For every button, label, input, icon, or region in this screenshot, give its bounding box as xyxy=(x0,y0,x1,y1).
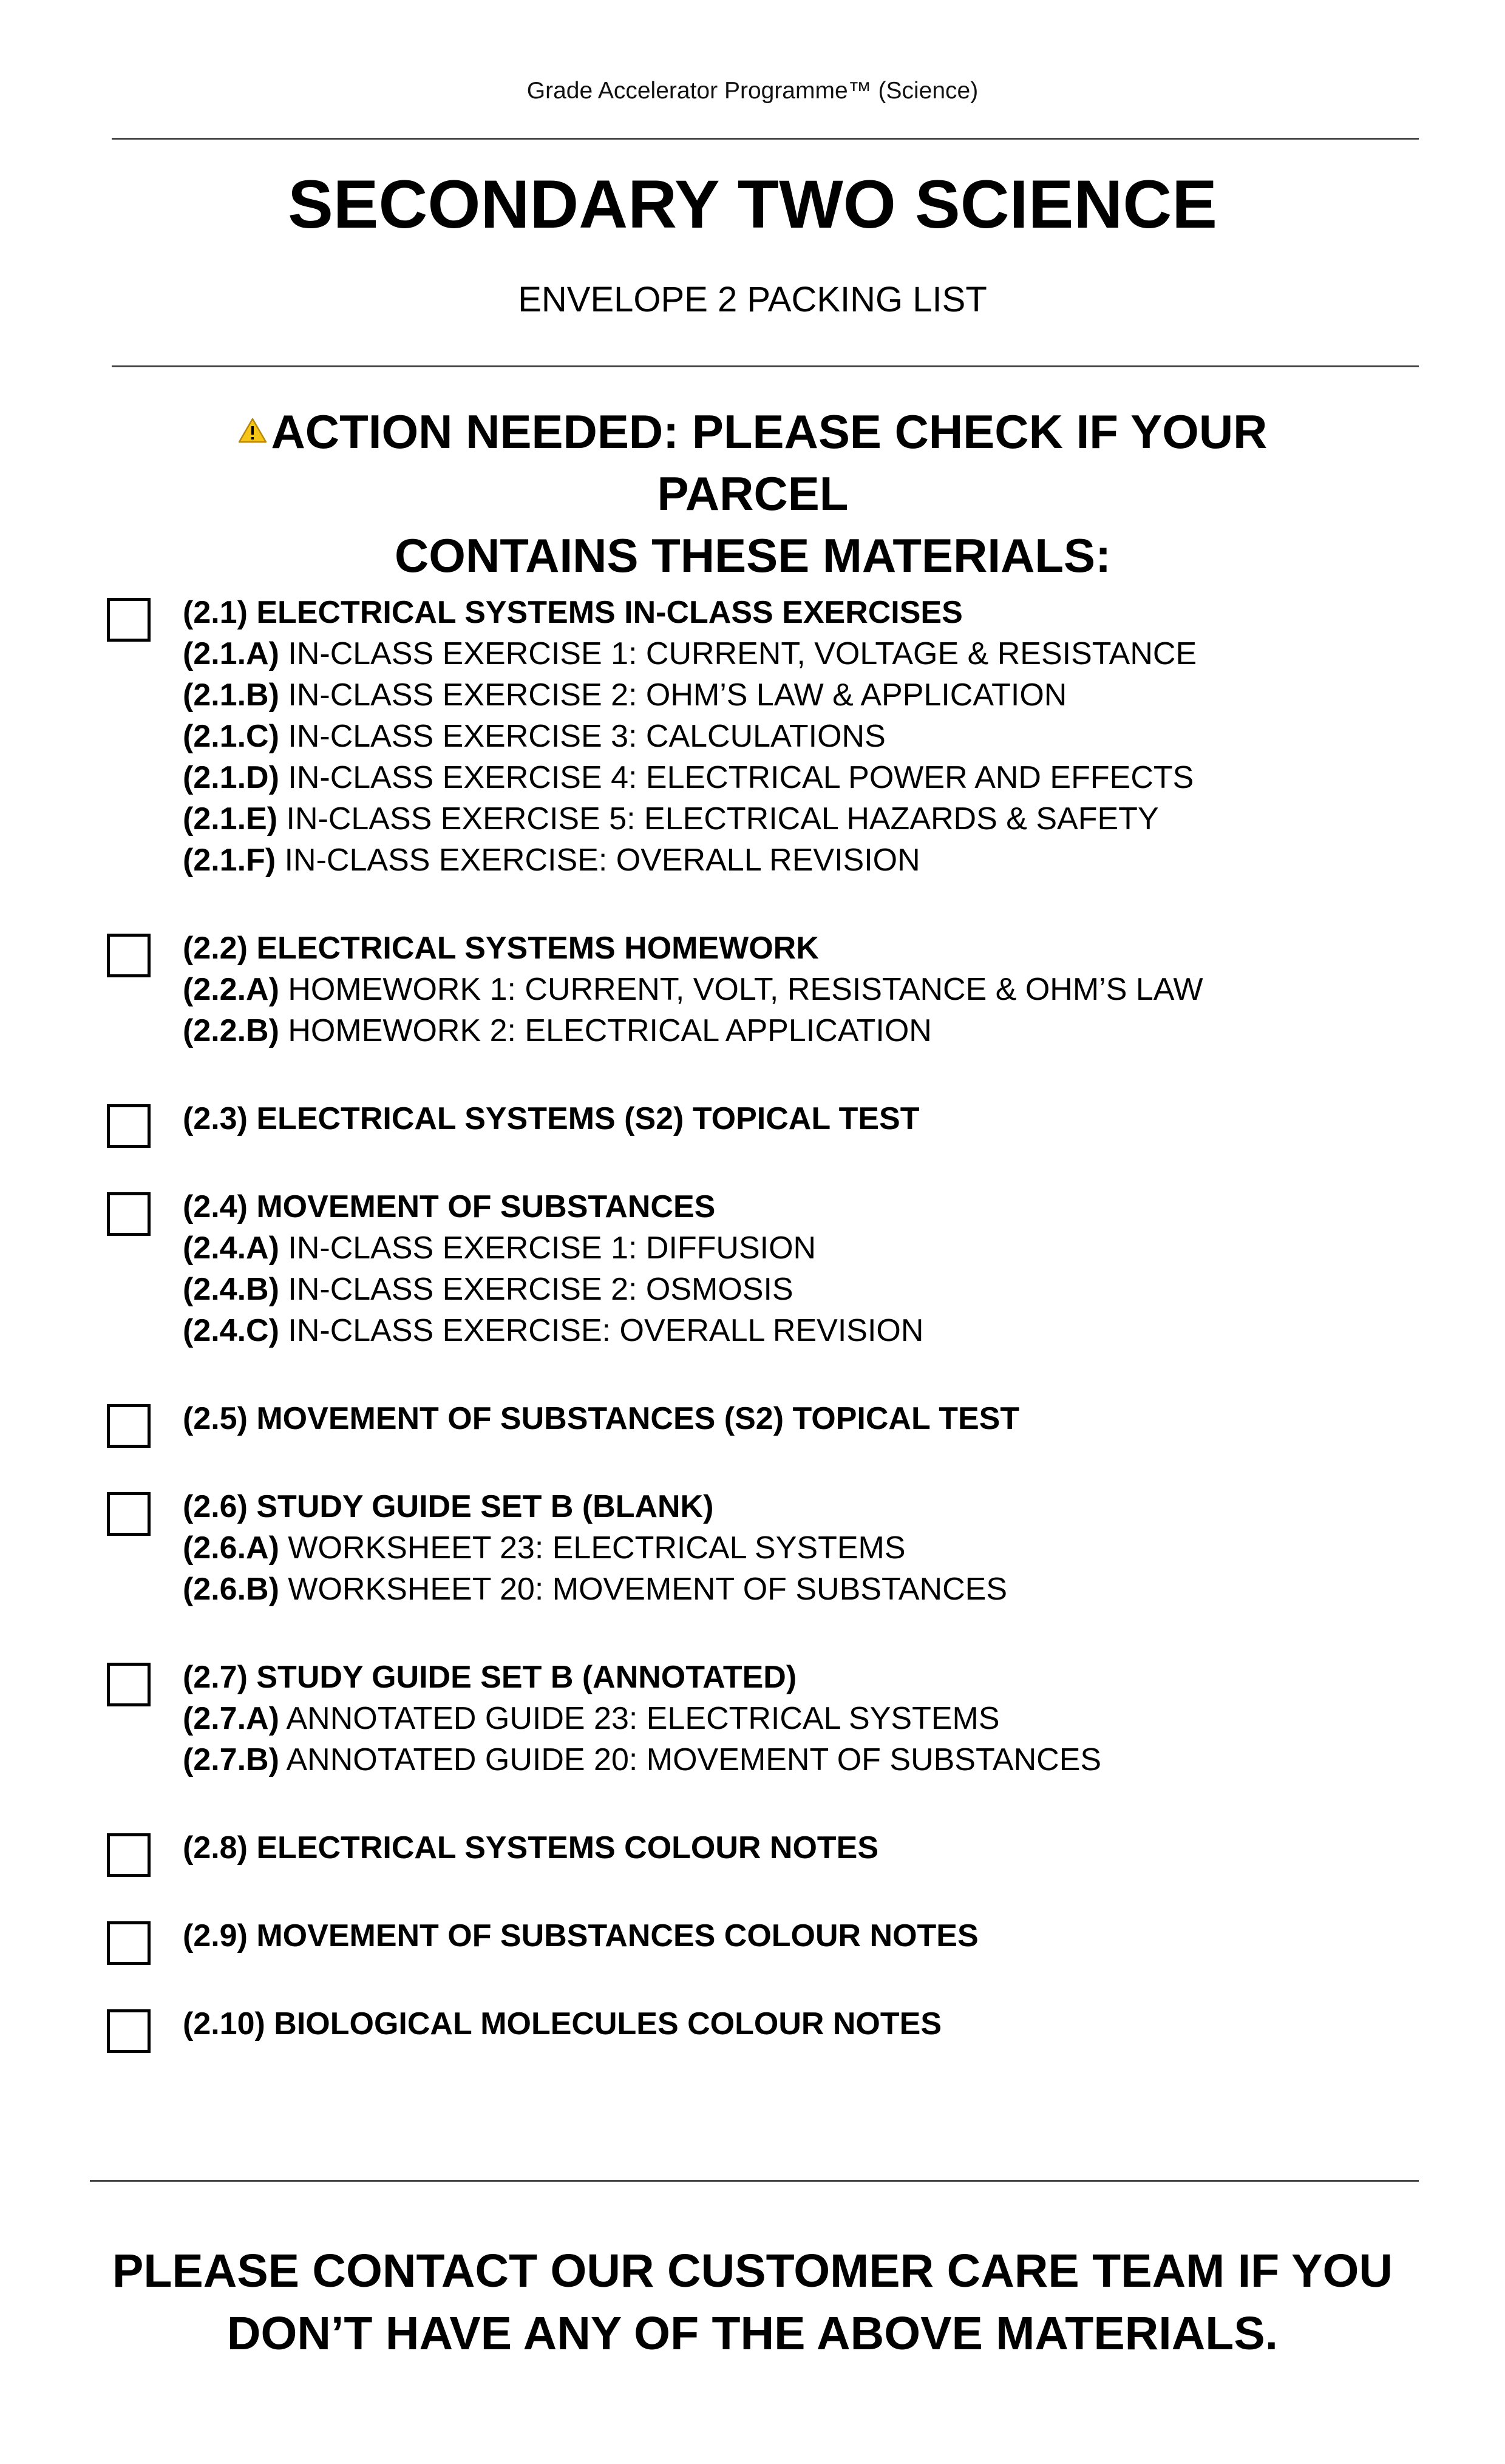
sub-item-code: (2.1.B) xyxy=(183,677,279,713)
sub-item-text: IN-CLASS EXERCISE 2: OSMOSIS xyxy=(288,1272,793,1307)
action-notice xyxy=(146,401,1360,586)
checkbox[interactable] xyxy=(107,598,151,642)
checklist-group xyxy=(107,1486,1442,1610)
sub-item-text: ANNOTATED GUIDE 20: MOVEMENT OF SUBSTANCES xyxy=(286,1742,1102,1777)
sub-item-code: (2.4.C) xyxy=(183,1313,279,1348)
sub-item xyxy=(183,1010,1442,1051)
checkbox[interactable] xyxy=(107,1404,151,1448)
sub-item-code: (2.4.B) xyxy=(183,1272,279,1307)
group-title: (2.1) ELECTRICAL SYSTEMS IN-CLASS EXERCISES xyxy=(183,595,963,630)
checklist-group xyxy=(107,1915,1442,1957)
checklist-group xyxy=(107,592,1442,881)
sub-item-code: (2.1.C) xyxy=(183,719,279,754)
checkbox[interactable] xyxy=(107,1104,151,1148)
group-title: (2.2) ELECTRICAL SYSTEMS HOMEWORK xyxy=(183,931,819,966)
checklist-group xyxy=(107,1398,1442,1439)
group-title: (2.8) ELECTRICAL SYSTEMS COLOUR NOTES xyxy=(183,1830,879,1865)
checklist-group xyxy=(107,928,1442,1051)
action-line-2: CONTAINS THESE MATERIALS: xyxy=(394,529,1112,582)
sub-item xyxy=(183,798,1442,840)
sub-item-code: (2.6.B) xyxy=(183,1572,279,1607)
sub-item-code: (2.1.E) xyxy=(183,801,278,837)
action-line-1 xyxy=(146,401,1360,524)
sub-item-text: HOMEWORK 1: CURRENT, VOLT, RESISTANCE & OHM’S LAW xyxy=(288,972,1203,1007)
sub-item-code: (2.4.A) xyxy=(183,1230,279,1266)
action-line-1-text: ACTION NEEDED: PLEASE CHECK IF YOUR PARCEL xyxy=(271,405,1268,520)
sub-item xyxy=(183,840,1442,881)
sub-item xyxy=(183,1569,1442,1610)
sub-item-text: IN-CLASS EXERCISE 4: ELECTRICAL POWER AND EFFECTS xyxy=(288,760,1194,795)
sub-item-text: IN-CLASS EXERCISE 5: ELECTRICAL HAZARDS & SAFETY xyxy=(286,801,1159,837)
group-title: (2.7) STUDY GUIDE SET B (ANNOTATED) xyxy=(183,1660,797,1695)
checkbox[interactable] xyxy=(107,1663,151,1706)
sub-item-text: IN-CLASS EXERCISE: OVERALL REVISION xyxy=(288,1313,924,1348)
group-title: (2.9) MOVEMENT OF SUBSTANCES COLOUR NOTES xyxy=(183,1918,979,1953)
sub-item xyxy=(183,1527,1442,1569)
checklist-group xyxy=(107,1098,1442,1139)
sub-item xyxy=(183,633,1442,674)
page-subtitle: ENVELOPE 2 PACKING LIST xyxy=(518,280,987,319)
checkbox[interactable] xyxy=(107,1833,151,1877)
footer-line-2: DON’T HAVE ANY OF THE ABOVE MATERIALS. xyxy=(226,2307,1279,2360)
header-divider xyxy=(112,365,1419,367)
sub-item xyxy=(183,757,1442,798)
sub-item-text: IN-CLASS EXERCISE 3: CALCULATIONS xyxy=(288,719,886,754)
footer-notice xyxy=(0,2240,1505,2365)
checklist-group xyxy=(107,2003,1442,2045)
sub-item-text: HOMEWORK 2: ELECTRICAL APPLICATION xyxy=(288,1013,932,1048)
sub-item-code: (2.7.A) xyxy=(183,1701,279,1736)
sub-item xyxy=(183,1310,1442,1351)
sub-item-text: IN-CLASS EXERCISE 2: OHM’S LAW & APPLICATION xyxy=(288,677,1067,713)
checklist-group xyxy=(107,1657,1442,1780)
sub-item-code: (2.7.B) xyxy=(183,1742,279,1777)
sub-item-code: (2.2.B) xyxy=(183,1013,279,1048)
sub-item-code: (2.6.A) xyxy=(183,1530,279,1566)
checklist-group xyxy=(107,1186,1442,1351)
group-title: (2.4) MOVEMENT OF SUBSTANCES xyxy=(183,1189,716,1224)
group-title: (2.6) STUDY GUIDE SET B (BLANK) xyxy=(183,1489,714,1524)
sub-item xyxy=(183,716,1442,757)
checklist-group xyxy=(107,1827,1442,1868)
sub-item-code: (2.1.F) xyxy=(183,843,276,878)
footer-divider xyxy=(90,2180,1419,2182)
sub-item-text: IN-CLASS EXERCISE 1: CURRENT, VOLTAGE & RESISTANCE xyxy=(288,636,1197,671)
checkbox[interactable] xyxy=(107,934,151,977)
top-divider xyxy=(112,138,1419,140)
sub-item xyxy=(183,1698,1442,1739)
sub-item xyxy=(183,674,1442,716)
sub-item xyxy=(183,1227,1442,1269)
packing-checklist xyxy=(107,592,1442,2091)
sub-item-code: (2.1.A) xyxy=(183,636,279,671)
group-title: (2.5) MOVEMENT OF SUBSTANCES (S2) TOPICAL TEST xyxy=(183,1401,1020,1436)
sub-item xyxy=(183,969,1442,1010)
checkbox[interactable] xyxy=(107,1921,151,1965)
sub-item xyxy=(183,1269,1442,1310)
group-title: (2.10) BIOLOGICAL MOLECULES COLOUR NOTES xyxy=(183,2006,942,2041)
sub-item-text: WORKSHEET 23: ELECTRICAL SYSTEMS xyxy=(288,1530,906,1566)
sub-item-text: IN-CLASS EXERCISE 1: DIFFUSION xyxy=(288,1230,817,1266)
sub-item-text: ANNOTATED GUIDE 23: ELECTRICAL SYSTEMS xyxy=(286,1701,1000,1736)
sub-item-text: WORKSHEET 20: MOVEMENT OF SUBSTANCES xyxy=(288,1572,1008,1607)
sub-item-code: (2.2.A) xyxy=(183,972,279,1007)
warning-icon xyxy=(238,416,267,446)
checkbox[interactable] xyxy=(107,1192,151,1236)
sub-item xyxy=(183,1739,1442,1780)
group-title: (2.3) ELECTRICAL SYSTEMS (S2) TOPICAL TEST xyxy=(183,1101,920,1136)
checkbox[interactable] xyxy=(107,1492,151,1536)
footer-line-1: PLEASE CONTACT OUR CUSTOMER CARE TEAM IF YOU xyxy=(112,2245,1393,2297)
sub-item-text: IN-CLASS EXERCISE: OVERALL REVISION xyxy=(284,843,920,878)
programme-header: Grade Accelerator Programme™ (Science) xyxy=(526,78,979,104)
page-title: SECONDARY TWO SCIENCE xyxy=(288,166,1217,242)
sub-item-code: (2.1.D) xyxy=(183,760,279,795)
checkbox[interactable] xyxy=(107,2009,151,2053)
